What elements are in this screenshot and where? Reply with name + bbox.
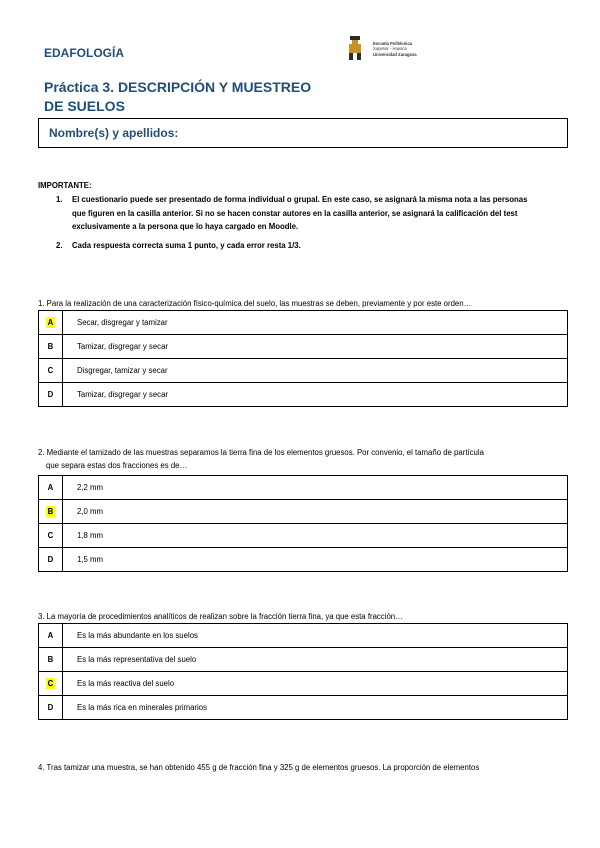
option-row[interactable] — [39, 672, 568, 696]
question-text: que separa estas dos fracciones es de… — [46, 461, 188, 470]
question-4 — [38, 761, 578, 774]
question-text: 4. Tras tamizar una muestra, se han obtenido 455 g de fracción fina y 325 g de elementos gruesos. La proporción de elementos — [38, 763, 480, 772]
option-row[interactable] — [39, 383, 568, 407]
option-row[interactable] — [39, 548, 568, 572]
option-letter: D — [47, 703, 54, 712]
options-table-q2 — [38, 475, 568, 572]
question-text: 2. Mediante el tamizado de las muestras separamos la tierra fina de los elementos gruesos. Por convenio, el tamaño de partícula — [38, 448, 484, 457]
instruction-item-2 — [56, 239, 576, 253]
option-letter: B — [47, 507, 54, 516]
options-table-q3 — [38, 623, 568, 720]
option-letter: B — [47, 655, 54, 664]
option-row[interactable] — [39, 500, 568, 524]
option-letter: D — [47, 555, 54, 564]
option-text: Es la más reactiva del suelo — [63, 672, 568, 696]
option-letter: A — [47, 483, 54, 492]
option-text: Tamizar, disgregar y secar — [63, 383, 568, 407]
instruction-line: que figuren en la casilla anterior. Si no se hacen constar autores en la casilla anterior, se asignará la calificación del test — [72, 208, 518, 218]
option-text: 1,8 mm — [63, 524, 568, 548]
name-label: Nombre(s) y apellidos: — [49, 126, 179, 140]
option-row[interactable] — [39, 359, 568, 383]
option-letter: C — [47, 366, 54, 375]
question-text: 1. Para la realización de una caracterización físico-química del suelo, las muestras se deben, previamente y por este orden… — [38, 299, 472, 308]
instruction-item-1 — [56, 193, 576, 234]
question-3 — [38, 610, 578, 623]
option-text: Es la más abundante en los suelos — [63, 624, 568, 648]
question-1 — [38, 297, 578, 310]
page-title — [44, 78, 364, 116]
option-letter: C — [47, 679, 54, 688]
option-row[interactable] — [39, 696, 568, 720]
option-letter: A — [47, 631, 54, 640]
instruction-number: 1. — [56, 195, 63, 204]
option-text: 1,5 mm — [63, 548, 568, 572]
instruction-line: exclusivamente a la persona que lo haya cargado en Moodle. — [72, 222, 299, 231]
university-logo-icon — [347, 36, 363, 60]
option-row[interactable] — [39, 624, 568, 648]
instruction-line: Cada respuesta correcta suma 1 punto, y cada error resta 1/3. — [72, 241, 301, 250]
logo-line-2: Superior - Huesca — [373, 46, 407, 52]
instruction-line: El cuestionario puede ser presentado de forma individual o grupal. En este caso, se asignará la misma nota a las personas — [72, 195, 528, 204]
option-row[interactable] — [39, 335, 568, 359]
option-text: Disgregar, tamizar y secar — [63, 359, 568, 383]
name-field[interactable] — [38, 118, 568, 148]
logo-line-1: Escuela Politécnica — [373, 41, 413, 46]
option-row[interactable] — [39, 311, 568, 335]
option-text: 2,2 mm — [63, 476, 568, 500]
option-letter: D — [47, 390, 54, 399]
option-text: 2,0 mm — [63, 500, 568, 524]
logo-text — [373, 41, 417, 57]
option-row[interactable] — [39, 524, 568, 548]
question-text: 3. La mayoría de procedimientos analíticos de realizan sobre la fracción tierra fina, ya que esta fracción… — [38, 612, 403, 621]
logo-line-3: Universidad Zaragoza — [373, 51, 417, 57]
title-line-2: DE SUELOS — [44, 98, 125, 114]
option-row[interactable] — [39, 648, 568, 672]
question-2 — [38, 446, 578, 472]
university-logo — [347, 36, 457, 62]
important-label: IMPORTANTE: — [38, 181, 92, 190]
option-letter: B — [47, 342, 54, 351]
option-row[interactable] — [39, 476, 568, 500]
option-text: Tamizar, disgregar y secar — [63, 335, 568, 359]
option-letter: C — [47, 531, 54, 540]
option-text: Es la más representativa del suelo — [63, 648, 568, 672]
option-letter: A — [47, 318, 54, 327]
option-text: Es la más rica en minerales primarios — [63, 696, 568, 720]
title-line-1: Práctica 3. DESCRIPCIÓN Y MUESTREO — [44, 79, 312, 95]
instruction-number: 2. — [56, 241, 63, 250]
option-text: Secar, disgregar y tamizar — [63, 311, 568, 335]
options-table-q1 — [38, 310, 568, 407]
subject-heading: EDAFOLOGÍA — [44, 46, 124, 60]
